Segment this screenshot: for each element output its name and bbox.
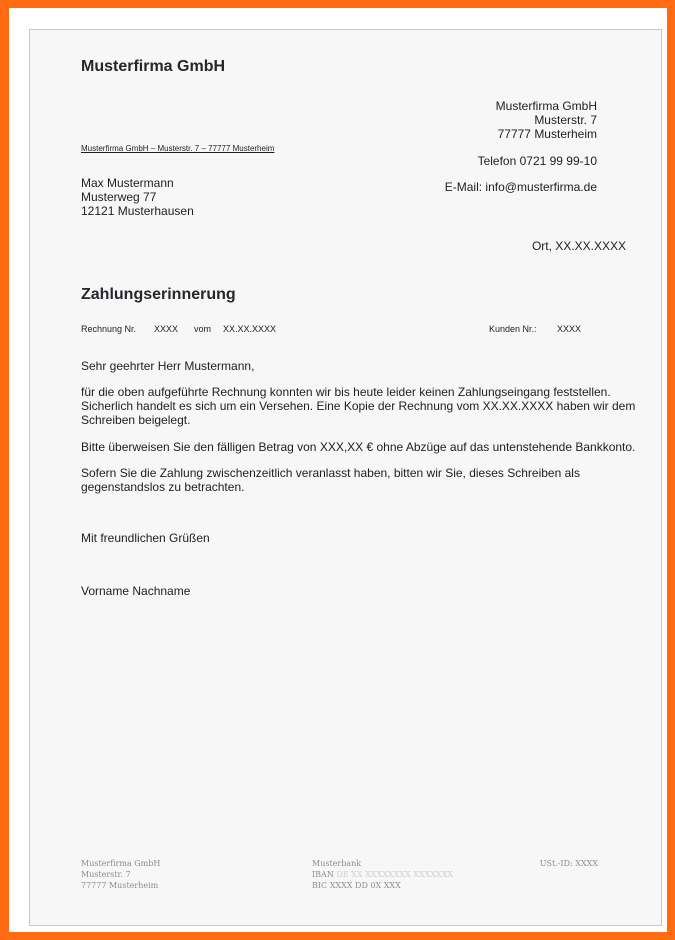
invoice-from-label: vom [194, 324, 212, 334]
footer-bank-name: Musterbank [312, 859, 362, 868]
body-paragraph: Sofern Sie die Zahlung zwischenzeitlich veranlasst haben, bitten wir Sie, dieses Schreiben als gegenstandslos zu betrachten. [81, 466, 580, 494]
footer-iban-label: IBAN [312, 870, 334, 879]
sender-name: Musterfirma GmbH [495, 99, 597, 113]
salutation: Sehr geehrter Herr Mustermann, [81, 359, 255, 373]
recipient-city: 12121 Musterhausen [81, 204, 194, 218]
return-address-line: Musterfirma GmbH – Musterstr. 7 – 77777 Musterheim [81, 144, 275, 153]
letter-date: Ort, XX.XX.XXXX [531, 239, 626, 253]
sender-address [496, 99, 597, 141]
recipient-address [81, 176, 194, 218]
sender-phone: Telefon 0721 99 99-10 [477, 154, 597, 168]
sender-email: E-Mail: info@musterfirma.de [444, 180, 597, 194]
customer-label: Kunden Nr.: [489, 324, 537, 334]
footer-company-street: Musterstr. 7 [81, 870, 131, 879]
body-paragraph: für die oben aufgeführte Rechnung konnten wir bis heute leider keinen Zahlungseingang feststellen. Sicherlich handelt es sich um ein Versehen. Eine Kopie der Rechnung vom XX.XX.XXXX haben wir dem Schreiben beigelegt. [81, 385, 636, 427]
footer-iban-value: DE XX XXXXXXXX XXXXXXX [336, 870, 454, 879]
footer-tax-id: USt.-ID: XXXX [539, 859, 598, 868]
recipient-street: Musterweg 77 [81, 190, 157, 204]
footer-company-city: 77777 Musterheim [81, 881, 159, 890]
orange-frame [9, 8, 667, 932]
letter-page [29, 29, 662, 926]
footer-company-name: Musterfirma GmbH [81, 859, 161, 868]
invoice-number: XXXX [154, 324, 179, 334]
signature-name: Vorname Nachname [81, 584, 191, 598]
company-heading: Musterfirma GmbH [81, 58, 226, 75]
letter-subject: Zahlungserinnerung [81, 286, 236, 303]
invoice-label: Rechnung Nr. [81, 324, 137, 334]
footer-bic: BIC XXXX DD 0X XXX [312, 881, 401, 890]
footer-bank [312, 858, 453, 891]
sender-street: Musterstr. 7 [534, 113, 597, 127]
body-paragraph: Bitte überweisen Sie den fälligen Betrag von XXX,XX € ohne Abzüge auf das untenstehende Bankkonto. [81, 440, 636, 454]
recipient-name: Max Mustermann [81, 176, 174, 190]
sender-city: 77777 Musterheim [497, 127, 597, 141]
customer-number: XXXX [557, 324, 582, 334]
invoice-date: XX.XX.XXXX [223, 324, 277, 334]
closing: Mit freundlichen Grüßen [81, 531, 210, 545]
footer-company [81, 858, 160, 891]
footer-iban [312, 869, 453, 880]
